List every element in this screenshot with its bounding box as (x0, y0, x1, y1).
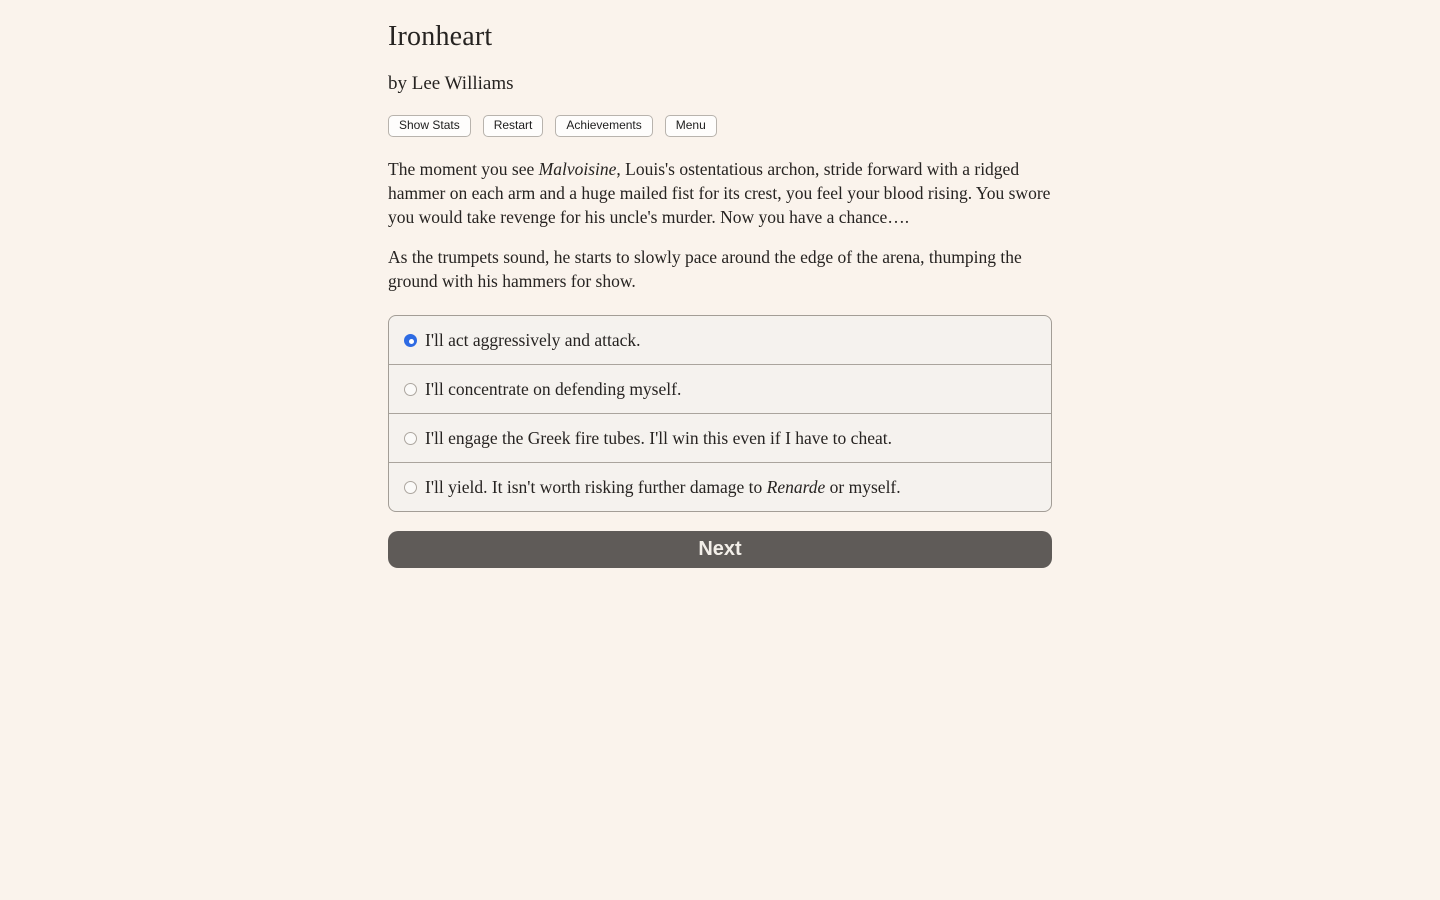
choice-label: I'll concentrate on defending myself. (425, 379, 682, 400)
radio-button-icon[interactable] (404, 432, 417, 445)
choice-label: I'll act aggressively and attack. (425, 330, 641, 351)
choice-label (425, 475, 901, 499)
game-byline: by Lee Williams (388, 73, 514, 94)
choice-label: I'll engage the Greek fire tubes. I'll win this even if I have to cheat. (425, 428, 892, 449)
choice-option-defend[interactable] (389, 364, 1051, 413)
radio-button-icon[interactable] (404, 383, 417, 396)
ship-name-renarde: Renarde (766, 477, 826, 498)
story-paragraph-2: As the trumpets sound, he starts to slowly pace around the edge of the arena, thumping the ground with his hammers for show. (388, 247, 1022, 292)
choice-list (388, 315, 1052, 512)
choice-text-segment: or myself. (825, 477, 901, 498)
radio-button-icon[interactable] (404, 334, 417, 347)
choice-option-yield[interactable] (389, 462, 1051, 511)
ship-name-malvoisine: Malvoisine (538, 159, 617, 180)
show-stats-button[interactable]: Show Stats (388, 115, 471, 137)
menu-button[interactable]: Menu (665, 115, 717, 137)
achievements-button[interactable]: Achievements (555, 115, 652, 137)
radio-button-icon[interactable] (404, 481, 417, 494)
choice-option-greek-fire[interactable] (389, 413, 1051, 462)
choice-option-attack[interactable] (389, 316, 1051, 364)
toolbar (388, 115, 1052, 137)
game-title: Ironheart (388, 21, 493, 52)
story-paragraph-1 (388, 157, 1052, 229)
restart-button[interactable]: Restart (483, 115, 544, 137)
story-text: The moment you see (388, 159, 539, 180)
next-button[interactable]: Next (388, 531, 1052, 568)
game-page (388, 0, 1052, 568)
story-text: , Louis's ostentatious archon, stride forward with a ridged hammer on each arm and a huge mailed fist for its crest, you feel your blood rising. You swore you would take revenge for his uncle's murder. Now you have a chance…. (388, 159, 1051, 228)
choice-text-segment: I'll yield. It isn't worth risking further damage to (425, 477, 767, 498)
